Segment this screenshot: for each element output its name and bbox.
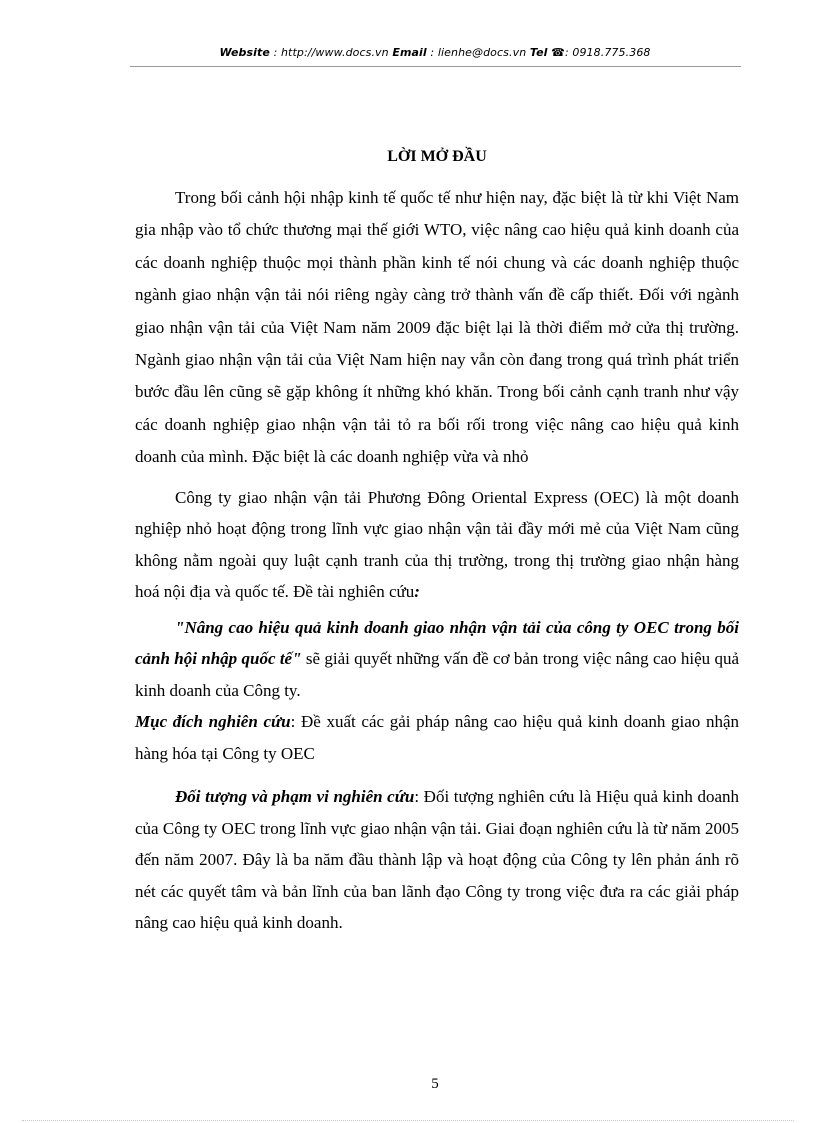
phone-icon: ☎	[551, 46, 565, 59]
topic-title: "Nâng cao hiệu quả kinh doanh giao nhận vận tải của công ty OEC trong bối cảnh hội nhập quốc tế"	[135, 617, 739, 669]
email-link[interactable]: lienhe@docs.vn	[437, 46, 527, 59]
paragraph-topic	[135, 612, 739, 707]
website-link[interactable]: http://www.docs.vn	[280, 46, 389, 59]
footer-divider	[22, 1120, 794, 1121]
paragraph-company-text: Công ty giao nhận vận tải Phương Đông Oriental Express (OEC) là một doanh nghiệp nhỏ hoạt động trong lĩnh vực giao nhận vận tải đầy mới mẻ của Việt Nam cũng không nằm ngoài quy luật cạnh tranh của thị trường, trong thị trường giao nhận hàng hoá nội địa và quốc tế. Đề tài nghiên cứu	[135, 487, 739, 602]
scope-label: Đối tượng và phạm vi nghiên cứu	[175, 787, 415, 807]
topic-description: sẽ giải quyết những vấn đề cơ bản trong việc nâng cao hiệu quả kinh doanh của Công ty.	[135, 649, 739, 700]
page-header	[130, 46, 740, 59]
paragraph-intro: Trong bối cảnh hội nhập kinh tế quốc tế như hiện nay, đặc biệt là từ khi Việt Nam gia nhập vào tổ chức thương mại thế giới WTO, việc nâng cao hiệu quả kinh doanh của các doanh nghiệp thuộc mọi thành phần kinh tế nói chung và các doanh nghiệp thuộc ngành giao nhận vận tải nói riêng ngày càng trở thành vấn đề cấp thiết. Đối với ngành giao nhận vận tải của Việt Nam năm 2009 đặc biệt lại là thời điểm mở cửa thị trường. Ngành giao nhận vận tải của Việt Nam hiện nay vẫn còn đang trong quá trình phát triển bước đầu lên cũng sẽ gặp không ít những khó khăn. Trong bối cảnh cạnh tranh như vậy các doanh nghiệp giao nhận vận tải tỏ ra bối rối trong việc nâng cao hiệu quả kinh doanh của mình. Đặc biệt là các doanh nghiệp vừa và nhỏ	[135, 188, 739, 467]
tel-separator: :	[564, 46, 573, 59]
paragraph-company	[135, 482, 739, 608]
purpose-label: Mục đích nghiên cứu	[135, 712, 291, 732]
header-divider	[130, 66, 741, 67]
scope-text: : Đối tượng nghiên cứu là Hiệu quả kinh doanh của Công ty OEC trong lĩnh vực giao nhận vận tải. Giai đoạn nghiên cứu là từ năm 2005 đến năm 2007. Đây là ba năm đầu thành lập và hoạt động của Công ty lên phản ánh rõ nét các quyết tâm và bản lĩnh của ban lãnh đạo Công ty trong việc đưa ra các giải pháp nâng cao hiệu quả kinh doanh.	[135, 787, 739, 933]
tel-number: 0918.775.368	[572, 46, 651, 59]
paragraph-scope	[135, 781, 739, 939]
paragraph-purpose	[135, 706, 739, 769]
paragraph-company-colon: :	[414, 582, 420, 602]
email-separator: :	[426, 46, 438, 59]
document-title: LỜI MỞ ĐẦU	[387, 148, 487, 165]
page-number: 5	[431, 1076, 439, 1092]
tel-label: Tel	[529, 46, 548, 59]
purpose-text: : Đề xuất các gải pháp nâng cao hiệu quả kinh doanh giao nhận hàng hóa tại Công ty OEC	[135, 712, 740, 763]
website-label: Website	[219, 46, 270, 59]
email-label: Email	[392, 46, 427, 59]
website-separator: :	[269, 46, 281, 59]
document-body	[135, 146, 739, 939]
